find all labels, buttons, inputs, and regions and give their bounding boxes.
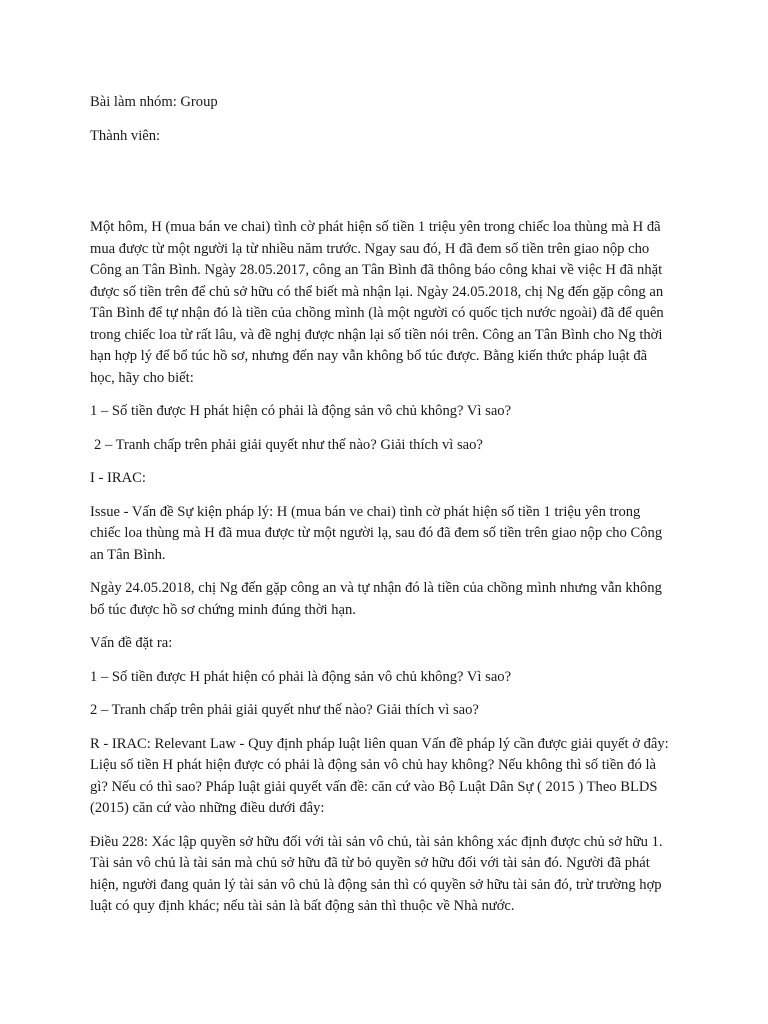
issue-paragraph: Issue - Vấn đề Sự kiện pháp lý: H (mua bán ve chai) tình cờ phát hiện số tiền 1 triệu yên trong chiếc loa thùng mà H đã mua được từ một người lạ, sau đó đã đem số tiền trên giao nộp cho Công an Tân Bình.: [90, 503, 663, 563]
question-2: 2 – Tranh chấp trên phải giải quyết như thế nào? Giải thích vì sao?: [94, 436, 483, 453]
relevant-law-paragraph: R - IRAC: Relevant Law - Quy định pháp luật liên quan Vấn đề pháp lý cần được giải quyết ở đây: Liệu số tiền H phát hiện được có phải là động sản vô chủ hay không? Nếu không thì số tiền đó là gì? Nếu có thì sao? Pháp luật giải quyết vấn đề: căn cứ vào Bộ Luật Dân Sự ( 2015 ) Theo BLDS (2015) căn cứ vào những điều dưới đây:: [90, 735, 669, 816]
issue-question-1: 1 – Số tiền được H phát hiện có phải là động sản vô chủ không? Vì sao?: [90, 668, 512, 685]
issues-label: Vấn đề đặt ra:: [90, 635, 173, 651]
group-title: Bài làm nhóm: Group: [90, 94, 218, 110]
article-228-paragraph: Điều 228: Xác lập quyền sở hữu đối với tài sản vô chủ, tài sản không xác định được chủ sở hữu 1. Tài sản vô chủ là tài sản mà chủ sở hữu đã từ bỏ quyền sở hữu đối với tài sản đó. Người đã phát hiện, người đang quản lý tài sản vô chủ là động sản thì có quyền sở hữu tài sản đó, trừ trường hợp luật có quy định khác; nếu tài sản là bất động sản thì thuộc về Nhà nước.: [90, 833, 663, 914]
section-irac-heading: I - IRAC:: [90, 470, 146, 486]
event-paragraph: Ngày 24.05.2018, chị Ng đến gặp công an và tự nhận đó là tiền của chồng mình nhưng vẫn không bổ túc được hồ sơ chứng minh đúng thời hạn.: [90, 580, 662, 618]
document-page: [90, 92, 672, 918]
issue-question-2: 2 – Tranh chấp trên phải giải quyết như thế nào? Giải thích vì sao?: [90, 702, 479, 718]
members-label: Thành viên:: [90, 127, 161, 144]
problem-paragraph: Một hôm, H (mua bán ve chai) tình cờ phát hiện số tiền 1 triệu yên trong chiếc loa thùng mà H đã mua được từ một người lạ từ nhiều năm trước. Ngay sau đó, H đã đem số tiền trên giao nộp cho Công an Tân Bình. Ngày 28.05.2017, công an Tân Bình đã thông báo công khai về việc H đã nhặt được số tiền trên để chủ sở hữu có thể biết mà nhận lại. Ngày 24.05.2018, chị Ng đến gặp công an Tân Bình để tự nhận đó là tiền của chồng mình (là một người có quốc tịch nước ngoài) đã để quên trong chiếc loa từ rất lâu, và đề nghị được nhận lại số tiền nói trên. Công an Tân Bình cho Ng thời hạn hợp lý để bổ túc hồ sơ, nhưng đến nay vẫn không bổ túc được. Bằng kiến thức pháp luật đã học, hãy cho biết:: [90, 219, 664, 386]
question-1: 1 – Số tiền được H phát hiện có phải là động sản vô chủ không? Vì sao?: [90, 403, 512, 419]
